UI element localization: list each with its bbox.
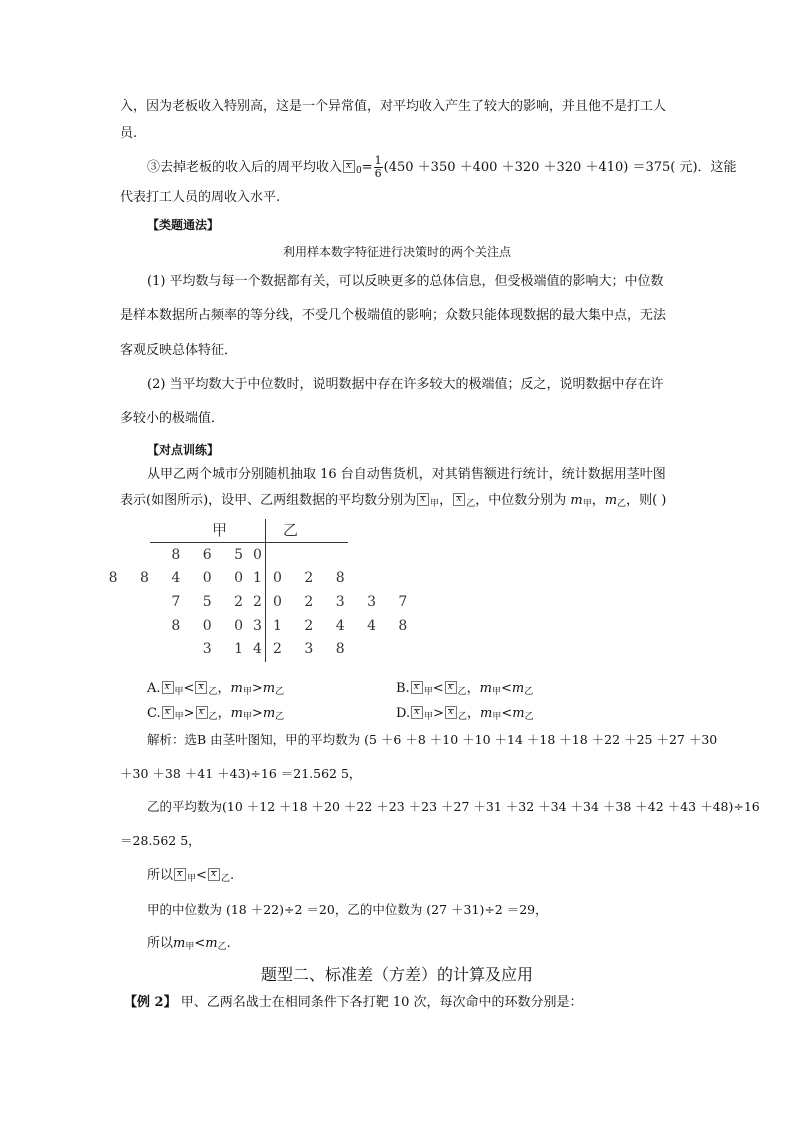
stem: 4 [253,641,271,657]
xbar-symbol [208,868,220,881]
leaf-left: 8 6 5 [171,547,252,563]
xbar-symbol [343,160,355,173]
example-line: 【例 2】 甲、乙两名战士在相同条件下各打靶 10 次，每次命中的环数分别是： [124,995,583,1010]
xbar-symbol [196,706,208,719]
solution-line: ＝28.562 5， [120,833,201,848]
text-line: ③去掉老板的收入后的周平均收入x $_0$= $\frac{1}{6}$ (450 ＋350 ＋400 ＋320 ＋320 ＋410) ＝375( 元)．这能 [147,155,737,180]
xbar-symbol [445,706,457,719]
leaf-right: 0 2 3 3 7 [273,594,417,610]
option-b[interactable]: B.x $_甲$<x $_乙$，$m_甲<m_乙$ [396,677,533,697]
leaf-right: 1 2 4 4 8 [273,618,417,634]
option-c[interactable]: C.x $_甲$>x $_乙$，$m_甲>m_乙$ [147,702,284,722]
text-line: 代表打工人员的周收入水平. [120,190,281,205]
solution-line: 所以x $_甲$<x $_乙$. [147,867,234,888]
text-line: (1) 平均数与每一个数据都有关，可以反映更多的总体信息，但受极端值的影响大；中位数 [147,274,664,289]
xbar-symbol [445,681,457,694]
xbar-symbol [195,681,207,694]
text-line: 员. [120,126,138,141]
solution-line: 解析：选B 由茎叶图知，甲的平均数为 (5 ＋6 ＋8 ＋10 ＋10 ＋14 ＋18 ＋18 ＋22 ＋25 ＋27 ＋30 [147,732,718,747]
xbar-symbol [453,493,465,506]
divider [150,542,348,543]
solution-line: 所以$m_甲<m_乙$. [147,936,231,952]
leaf-right: 2 3 8 [273,641,354,657]
leaf-left: 7 5 2 [171,594,252,610]
text-line: 多较小的极端值． [120,411,225,426]
leaf-left: 8 0 0 [171,618,252,634]
xbar-symbol [411,681,423,694]
left-header: 甲 [212,521,228,539]
section-heading: 【对点训练】 [147,443,220,457]
xbar-symbol [417,493,429,506]
text-line: 入，因为老板收入特别高，这是一个异常值，对平均收入产生了较大的影响，并且他不是打工人 [120,99,667,114]
text-line: (2) 当平均数大于中位数时，说明数据中存在许多较大的极端值；反之，说明数据中存在许 [147,377,664,392]
leaf-left: 3 1 [202,641,252,657]
xbar-symbol [162,706,174,719]
section-title: 题型二、标准差（方差）的计算及应用 [260,965,533,984]
leaf-right: 0 2 8 [273,570,354,586]
solution-line: 甲的中位数为 (18 ＋22)÷2 ＝20，乙的中位数为 (27 ＋31)÷2 ＝29， [147,902,548,917]
stem: 2 [253,594,271,610]
stem: 1 [253,570,271,586]
section-subtitle: 利用样本数字特征进行决策时的两个关注点 [282,245,511,259]
xbar-symbol [411,706,423,719]
xbar-symbol [162,681,174,694]
text-line: 客观反映总体特征． [120,343,238,358]
right-header: 乙 [283,521,299,539]
solution-line: 乙的平均数为(10 ＋12 ＋18 ＋20 ＋22 ＋23 ＋23 ＋27 ＋31 ＋32 ＋34 ＋34 ＋38 ＋42 ＋43 ＋48)÷16 [147,799,760,814]
option-d[interactable]: D.x $_甲$>x $_乙$，$m_甲<m_乙$ [396,702,534,722]
divider [265,519,266,543]
leaf-left: 8 8 4 0 0 [108,570,252,586]
solution-line: ＋30 ＋38 ＋41 ＋43)÷16 ＝21.562 5， [120,766,362,781]
text-line: 是样本数据所占频率的等分线，不受几个极端值的影响；众数只能体现数据的最大集中点，无法 [120,308,667,323]
fraction: $\frac{1}{6}$ [374,154,382,180]
xbar-symbol [174,868,186,881]
text-line: 表示(如图所示)，设甲、乙两组数据的平均数分别为x $_甲$，x $_乙$，中位数分别为 $m_甲$，$m_乙$，则( ) [120,492,666,513]
section-heading: 【类题通法】 [147,218,220,232]
stem: 0 [253,547,271,563]
stem: 3 [253,618,271,634]
option-a[interactable]: A.x $_甲$<x $_乙$，$m_甲>m_乙$ [147,677,284,697]
text-line: 从甲乙两个城市分别随机抽取 16 台自动售货机，对其销售额进行统计，统计数据用茎叶图 [147,467,666,482]
stem-leaf-plot [108,519,417,662]
